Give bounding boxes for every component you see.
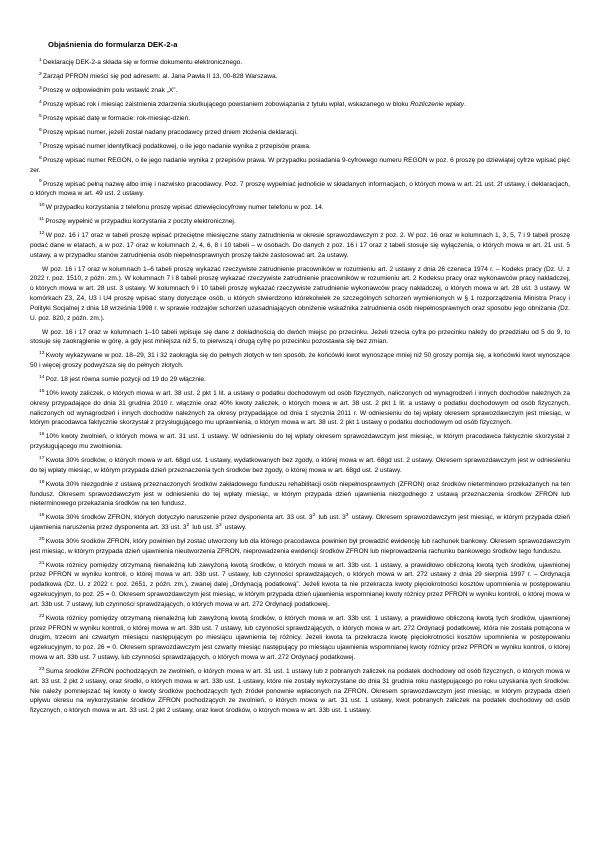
footnote-text-9: Proszę wpisać pełną nazwę albo imię i nazwisko pracodawcy. Poz. 7 proszę wypełniać jednolicie w składanych informacjach, o których mowa w art. 21 ust. 2f ustawy, i deklaracjach, o których mowa w art. 49 ust. 2 ustawy. (30, 180, 570, 198)
footnote-19 (30, 513, 570, 533)
footnote-text-6: Proszę wpisać numer, jeżeli został nadany pracodawcy przed dniem złożenia deklaracji. (43, 129, 298, 137)
footnote-text-4-before: Proszę wpisać rok i miesiąc zaistnienia zdarzenia skutkującego powstaniem zobowiązania z tytułu wpłat, wskazanego w bloku (43, 101, 411, 109)
footnote-7 (30, 142, 570, 152)
footnote-text-20: Kwota 30% środków ZFRON, który powinien był zostać utworzony lub dla którego pracodawca powinien był prowadzić ewidencję lub rachunek bankowy. Okresem sprawozdawczym jest miesiąc, w którym przypada dzień ujawnienia nieutworzenia ZFRON, nieprowadzenia ewidencji środków ZFRON lub nieprowadzenia rachunku bankowego środków tego funduszu. (30, 537, 570, 555)
footnote-marker-1: 1 (39, 58, 42, 64)
footnote-11 (30, 217, 570, 227)
footnote-marker-20: 20 (39, 536, 45, 542)
footnote-marker-4: 4 (39, 100, 42, 106)
footnote-16 (30, 432, 570, 452)
footnote-9 (30, 180, 570, 200)
footnote-22 (30, 614, 570, 663)
footnote-marker-16: 16 (39, 432, 45, 438)
footnote-text-4-after: . (464, 101, 466, 109)
footnote-marker-6: 6 (39, 127, 42, 133)
paragraph-rounding-rules: W poz. 16 i 17 oraz w kolumnach 1–10 tabeli wpisuje się dane z dokładnością do dwóch miejsc po przecinku. Jeżeli trzecia cyfra po przecinku należy do przedziału od 5 do 9, to stosuje się zaokrąglenie w górę, a gdy jest mniejsza niż 5, to pierwszą i drugą cyfrę po przecinku pozostawia się bez zmian. (30, 328, 570, 346)
footnote-marker-10: 10 (39, 203, 45, 209)
page-title: Objaśnienia do formularza DEK-2-a (48, 40, 178, 49)
footnote-23 (30, 667, 570, 716)
footnote-marker-18: 18 (39, 479, 45, 485)
footnote-text-21: Kwota różnicy pomiędzy otrzymaną nienależną lub zawyżoną kwotą środków, o których mowa w art. 33b ust. 1 ustawy, a prawidłowo obliczoną kwotą tych środków, ujawnionej przez PFRON w wyniku kontroli, o której mowa w art. 33b ust. 7 ustawy, lub czynności sprawdzających, o których mowa w art. 272 ustawy z dnia 29 sierpnia 1997 r. – Ordynacja podatkowa (Dz. U. z 2022 r. poz. 2651, z późn. zm.), zwanej dalej „Ordynacją podatkową”. Jeżeli kwota ta nie przekracza kwoty pięciokrotności kosztów upomnienia w postępowaniu egzekucyjnym, to poz. 25 = 0. Okresem sprawozdawczym jest miesiąc, w którym przypada dzień ujawnienia wspomnianej kwoty różnicy przez PFRON w wyniku kontroli, o której mowa w art. 33b ust. 7 ustawy, lub czynności sprawdzających, o których mowa w art. 272 Ordynacji podatkowej. (30, 561, 570, 608)
footnote-marker-21: 21 (39, 560, 45, 566)
footnote-marker-3: 3 (39, 86, 42, 92)
footnote-6 (30, 128, 570, 138)
footnote-20 (30, 537, 570, 557)
footnote-marker-23: 23 (39, 666, 45, 672)
footnote-marker-15: 15 (39, 388, 45, 394)
footnote-marker-19: 19 (39, 513, 45, 519)
footnote-17 (30, 456, 570, 476)
footnote-text-11: Proszę wypełnić w przypadku korzystania z poczty elektronicznej. (45, 218, 236, 226)
footnote-12 (30, 231, 570, 260)
footnote-text-3: Proszę w odpowiednim polu wstawić znak „X”. (43, 87, 178, 95)
footnote-marker-9: 9 (39, 179, 42, 185)
footnote-marker-11: 11 (39, 217, 45, 222)
footnote-18 (30, 480, 570, 509)
footnote-text-16: 10% kwoty zwolnień, o których mowa w art. 31 ust. 1 ustawy. W odniesieniu do tej wpłaty okresem sprawozdawczym jest miesiąc, w którym pracodawca faktycznie skorzystał z przysługującego mu zwolnienia. (30, 433, 570, 451)
footnote-5 (30, 114, 570, 124)
footnote-text-7: Proszę wpisać numer identyfikacji podatkowej, o ile jego nadanie wynika z przepisów prawa. (43, 142, 311, 150)
footnote-text-10: W przypadku korzystania z telefonu proszę wpisać dziewięciocyfrowy numer telefonu w poz. 14. (45, 204, 324, 212)
footnote-text-8: Proszę wpisać numer REGON, o ile jego nadanie wynika z przepisów prawa. W przypadku posiadania 9-cyfrowego numeru REGON w poz. 6 proszę po dziewiątej cyfrze wpisać pięć zer. (30, 156, 570, 174)
footnote-text-22: Kwota różnicy pomiędzy otrzymaną nienależną lub zawyżoną kwotą środków, o których mowa w art. 33b ust. 1 ustawy, a prawidłowo obliczoną kwotą tych środków, ujawnionej przez PFRON w wyniku kontroli, o której mowa w art. 33b ust. 7 ustawy, lub czynności sprawdzających, o których mowa w art. 272 Ordynacji podatkowej, która nie została potrącona w drugim, trzecim ani czwartym miesiącu następującym po miesiącu ujawnienia tej różnicy. Jeżeli kwota ta przekracza kwotę pięciokrotności kosztów upomnienia w postępowaniu egzekucyjnym, to poz. 26 = 0. Okresem sprawozdawczym jest czwarty miesiąc następujący po miesiącu ujawnienia wspomnianej kwoty różnicy przez PFRON w wyniku kontroli, o której mowa w art. 33b ust. 7 ustawy, lub czynności sprawdzających, o których mowa w art. 272 Ordynacji podatkowej. (30, 614, 570, 662)
footnote-1 (30, 58, 570, 68)
footnote-2 (30, 72, 570, 82)
footnote-marker-5: 5 (39, 113, 42, 119)
paragraph-employment-details: W poz. 16 i 17 oraz w kolumnach 1–6 tabeli proszę wykazać rzeczywiste zatrudnienie pracowników w rozumieniu art. 2 ustawy z dnia 26 czerwca 1974 r. – Kodeks pracy (Dz. U. z 2022 r. poz. 1510, z późn. zm.). W kolumnach 7 i 8 tabeli proszę wykazać rzeczywiste zatrudnienie pracowników w rozumieniu art. 2 Kodeksu pracy oraz wykonawców pracy nakładczej, o których mowa w art. 28 ust. 3 ustawy. W kolumnach 9 i 10 tabeli proszę wykazać rzeczywiste zatrudnienie wykonawców pracy nakładczej, o których mowa w art. 28 ust. 3 ustawy. W komórkach Z3, Z4, U3 i U4 proszę wpisać stany dotyczące osób, u których stwierdzono którekolwiek ze szczególnych schorzeń wymienionych w § 1 rozporządzenia Ministra Pracy i Polityki Socjalnej z dnia 18 września 1998 r. w sprawie rodzajów schorzeń uzasadniających obniżenie wskaźnika zatrudnienia osób niepełnosprawnych oraz sposobu jego obniżania (Dz. U. poz. 820, z późn. zm.). (30, 265, 570, 322)
footnote-text-15: 10% kwoty zaliczek, o których mowa w art. 38 ust. 2 pkt 1 lit. a ustawy o podatku dochodowym od osób fizycznych, naliczonych od wynagrodzeń i innych dochodów należnych za okresy przypadające do dnia 31 grudnia 2010 r. włącznie oraz 40% kwoty zaliczek, o których mowa w art. 38 ust. 2 pkt 1 lit. a ustawy o podatku dochodowym od osób fizycznych, naliczonych od wynagrodzeń i innych dochodów należnych za okresy przypadające od dnia 1 stycznia 2011 r. W odniesieniu do tej wpłaty okresem sprawozdawczym jest miesiąc, w którym pracodawca faktycznie skorzystał z przysługującego mu uprawnienia, o którym mowa w art. 38 ust. 2 pkt 1 ustawy o podatku dochodowym od osób fizycznych. (30, 389, 570, 427)
footnote-8 (30, 156, 570, 176)
footnote-marker-14: 14 (39, 374, 45, 380)
footnote-21 (30, 561, 570, 610)
footnote-text-13: Kwoty wykazywane w poz. 18–29, 31 i 32 zaokrągla się do pełnych złotych w ten sposób, że końcówki kwot wynoszące mniej niż 50 groszy pomija się, a końcówki kwot wynoszące 50 i więcej groszy podwyższa się do pełnych złotych. (30, 352, 570, 370)
footnote-text-17: Kwota 30% środków, o których mowa w art. 68gd ust. 1 ustawy, wydatkowanych bez zgody, o której mowa w art. 68gd ust. 2 ustawy. Okresem sprawozdawczym jest w odniesieniu do tej wpłaty miesiąc, w którym przypada dzień przeznaczenia tych środków bez zgody, o której mowa w art. 68gd ust. 2 ustawy. (30, 456, 570, 474)
footnote-marker-7: 7 (39, 141, 42, 147)
footnote-text-23: Suma środków ZFRON pochodzących ze zwolnień, o których mowa w art. 31 ust. 1 ustawy lub z pobranych zaliczek na podatek dochodowy od osób fizycznych, o których mowa w art. 33 ust. 2 pkt 2 ustawy, oraz środki, o których mowa w art. 33b ust. 1 ustawy, które nie zostały wykorzystane do dnia 31 grudnia roku następującego po roku uzyskania tych środków. Nie należy pomniejszać tej kwoty o kwoty środków pochodzących tych źródeł ponownie wpłaconych na ZFRON. Okresem sprawozdawczym jest miesiąc, w którym przypada dzień upływu okresu na wykorzystanie środków ZFRON pochodzących ze zwolnień, o których mowa w art. 31 ust. 1 ustawy, kwot pobranych zaliczek na podatek dochodowy od osób fizycznych, o których mowa w art. 33 ust. 2 pkt 2 ustawy, oraz kwot środków, o których mowa w art. 33b ust. 1 ustawy. (30, 667, 570, 715)
footnote-15 (30, 389, 570, 428)
footnote-marker-12: 12 (39, 230, 45, 236)
footnote-text-1: Deklarację DEK-2-a składa się w formie dokumentu elektronicznego. (43, 59, 243, 67)
footnote-text-18: Kwota 30% niezgodnie z ustawą przeznaczonych środków zakładowego funduszu rehabilitacji osób niepełnosprawnych (ZFRON) oraz środków nieterminowo przekazanych na ten fundusz. Okresem sprawozdawczym jest w odniesieniu do tej wpłaty miesiąc, w którym przypada dzień ujawnienia niezgodnego z ustawą przeznaczenia środków ZFRON lub nieterminowego przekazania środków na ten fundusz. (30, 480, 570, 508)
footnote-4 (30, 100, 570, 110)
footnote-marker-13: 13 (39, 351, 45, 357)
footnote-3 (30, 86, 570, 96)
footnote-marker-17: 17 (39, 455, 45, 461)
footnote-13 (30, 351, 570, 371)
footnote-text-5: Proszę wpisać datę w formacie: rok-miesiąc-dzień. (43, 115, 191, 123)
footnote-marker-8: 8 (39, 155, 42, 161)
footnote-10 (30, 203, 570, 213)
footnote-text-12: W poz. 16 i 17 oraz w tabeli proszę wpisać przeciętne miesięczne stany zatrudnienia w okresie sprawozdawczym z poz. 2. W poz. 16 oraz w kolumnach 1, 3, 5, 7 i 9 tabeli proszę podać dane w etatach, a w poz. 17 oraz w kolumnach 2, 4, 6, 8 i 10 tabeli – w osobach. Do danych z poz. 16 i 17 oraz z tabeli stosuje się wyłączenia, o których mowa w art. 21 ust. 5 ustawy, a w przypadku stanów zatrudnienia osób niepełnosprawnych proszę także zastosować art. 2a ustawy. (30, 232, 570, 259)
footnote-14 (30, 375, 570, 385)
footnote-marker-22: 22 (39, 613, 45, 619)
footnote-text-19: Kwota 30% środków ZFRON, których dotyczyło naruszenie przez dysponenta art. 33 ust. $3^2$ lub ust. $3^3$ ustawy. Okresem sprawozdawczym jest miesiąc, w którym przypada dzień ujawnienia naruszenia przez dysponenta art. 33 ust. $3^2$ lub ust. $3^3$ ustawy. (30, 513, 570, 532)
footnote-marker-2: 2 (39, 72, 42, 78)
footnote-text-14: Poz. 18 jest równa sumie pozycji od 19 do 29 włącznie. (45, 376, 206, 384)
footnote-text-2: Zarząd PFRON mieści się pod adresem: al. Jana Pawła II 13, 00-828 Warszawa. (43, 73, 278, 81)
footnote-text-4-italic: Rozliczenie wpłaty (410, 101, 465, 109)
